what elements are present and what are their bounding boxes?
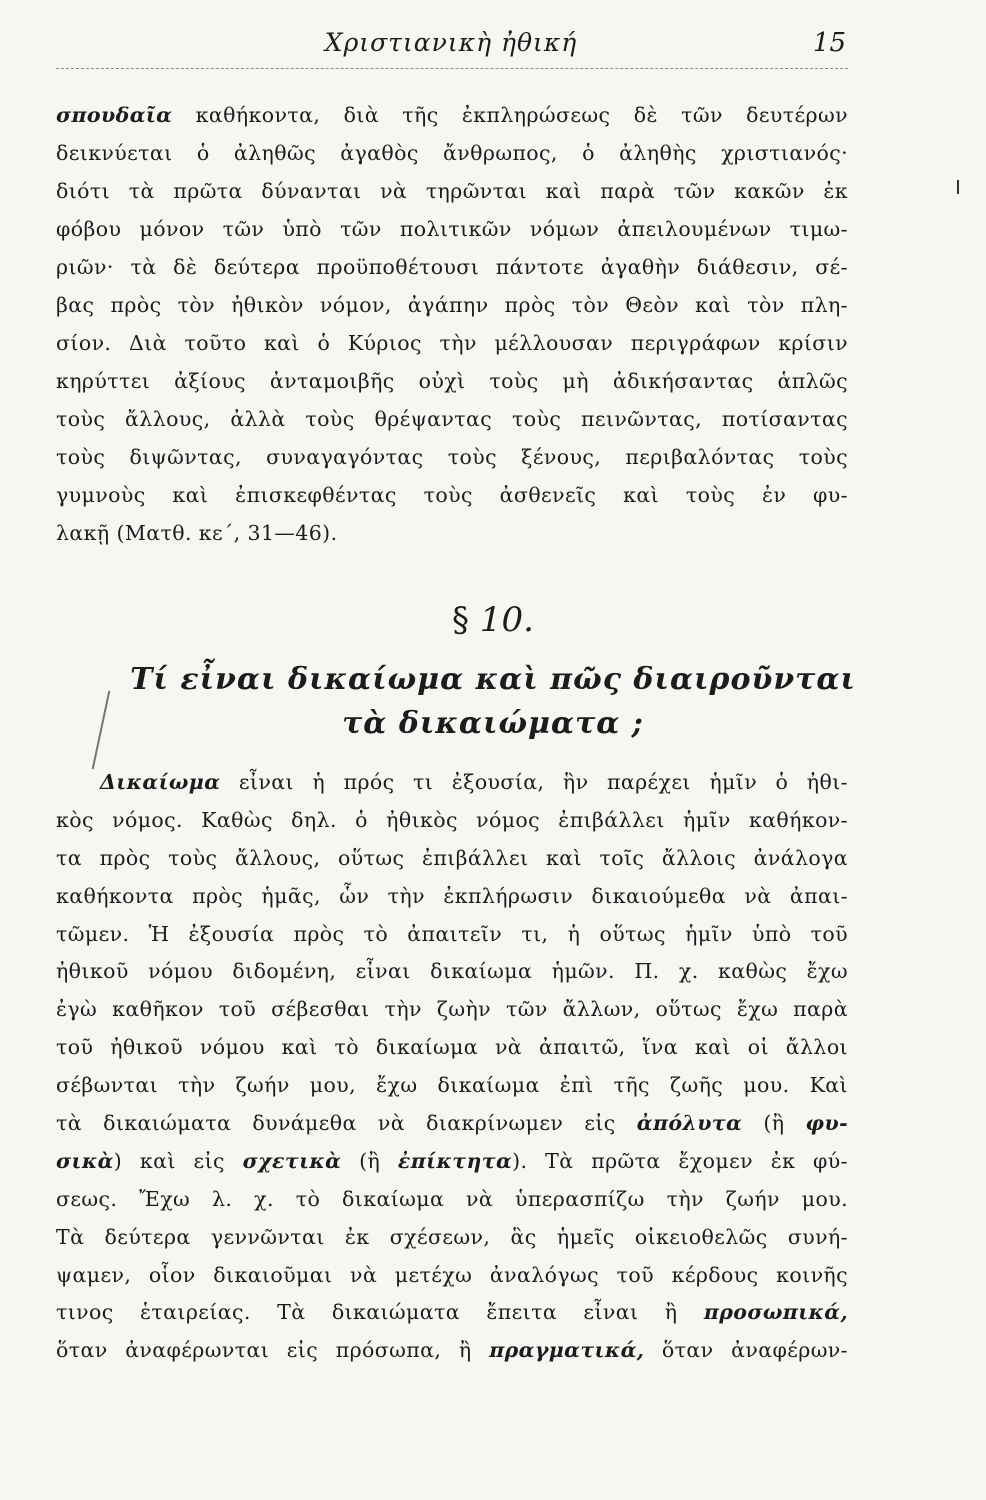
emphasis: ἐπίκτητα bbox=[397, 1148, 513, 1173]
emphasis: Δικαίωμα bbox=[100, 770, 221, 794]
text-line bbox=[56, 802, 848, 840]
line-text: ). Τὰ πρῶτα ἔχομεν ἐκ φύ- bbox=[512, 1148, 848, 1173]
text-line bbox=[56, 210, 848, 248]
text-line bbox=[56, 324, 848, 362]
line-text: τὰ δικαιώματα δυνάμεθα νὰ διακρίνωμεν εἰς bbox=[56, 1111, 637, 1136]
text-line bbox=[56, 1181, 848, 1219]
line-text: ἐγὼ καθῆκον τοῦ σέβεσθαι τὴν ζωὴν τῶν ἄλλων, οὕτως ἔχω παρὰ bbox=[56, 997, 848, 1022]
line-text: τοὺς ἄλλους, ἀλλὰ τοὺς θρέψαντας τοὺς πεινῶντας, ποτίσαντας bbox=[56, 407, 848, 431]
margin-mark bbox=[957, 180, 959, 194]
emphasis: προσωπικά, bbox=[703, 1300, 848, 1325]
text-line bbox=[56, 248, 848, 286]
section-number bbox=[0, 600, 986, 640]
text-line bbox=[56, 878, 848, 916]
text-line bbox=[56, 1294, 848, 1332]
text-line bbox=[56, 764, 848, 802]
text-line bbox=[56, 1257, 848, 1295]
section-symbol: § bbox=[452, 600, 470, 640]
line-text: ψαμεν, οἷον δικαιοῦμαι νὰ μετέχω ἀναλόγως τοῦ κέρδους κοινῆς bbox=[56, 1262, 848, 1287]
line-text: βας πρὸς τὸν ἠθικὸν νόμον, ἀγάπην πρὸς τὸν Θεὸν καὶ τὸν πλη- bbox=[56, 293, 848, 317]
text-line bbox=[56, 134, 848, 172]
line-text: ὅταν ἀναφέρων- bbox=[644, 1338, 848, 1363]
emphasis: φυ- bbox=[805, 1111, 848, 1136]
line-text: διότι τὰ πρῶτα δύνανται νὰ τηρῶνται καὶ παρὰ τῶν κακῶν ἐκ bbox=[56, 179, 848, 203]
text-line bbox=[56, 286, 848, 324]
line-text: (ἢ bbox=[341, 1148, 398, 1173]
text-line bbox=[56, 438, 848, 476]
line-text: σεως. Ἔχω λ. χ. τὸ δικαίωμα νὰ ὑπερασπίζω τὴν ζωήν μου. bbox=[56, 1186, 848, 1211]
running-title: Χριστιανικὴ ἠθική bbox=[324, 28, 578, 57]
line-text: σίον. Διὰ τοῦτο καὶ ὁ Κύριος τὴν μέλλουσαν περιγράφων κρίσιν bbox=[56, 331, 848, 355]
line-text: σέβωνται τὴν ζωήν μου, ἔχω δικαίωμα ἐπὶ τῆς ζωῆς μου. Καὶ bbox=[56, 1073, 848, 1098]
line-text: ἠθικοῦ νόμου διδομένη, εἶναι δικαίωμα ἡμῶν. Π. χ. καθὼς ἔχω bbox=[56, 959, 848, 984]
text-line bbox=[56, 400, 848, 438]
section-number-value: 10. bbox=[479, 600, 534, 640]
page-number: 15 bbox=[812, 28, 846, 58]
line-text: τα πρὸς τοὺς ἄλλους, οὕτως ἐπιβάλλει καὶ τοῖς ἄλλοις ἀνάλογα bbox=[56, 845, 848, 870]
text-line bbox=[56, 362, 848, 400]
line-text: κὸς νόμος. Καθὼς δηλ. ὁ ἠθικὸς νόμος ἐπιβάλλει ἡμῖν καθήκον- bbox=[56, 807, 848, 832]
text-line bbox=[56, 476, 848, 514]
emphasis: σπουδαῖα bbox=[56, 103, 173, 127]
text-line bbox=[56, 1332, 848, 1370]
text-line bbox=[56, 953, 848, 991]
text-line bbox=[56, 1067, 848, 1105]
line-text: ὅταν ἀναφέρωνται εἰς πρόσωπα, ἢ bbox=[56, 1338, 490, 1363]
text-line bbox=[56, 172, 848, 210]
line-text: γυμνοὺς καὶ ἐπισκεφθέντας τοὺς ἀσθενεῖς καὶ τοὺς ἐν φυ- bbox=[56, 483, 848, 507]
line-text: καθήκοντα πρὸς ἡμᾶς, ὧν τὴν ἐκπλήρωσιν δικαιούμεθα νὰ ἀπαι- bbox=[56, 883, 848, 908]
emphasis: ἀπόλυτα bbox=[636, 1111, 743, 1136]
line-text: (ἢ bbox=[742, 1111, 806, 1136]
line-text: τῶμεν. Ἡ ἐξουσία πρὸς τὸ ἀπαιτεῖν τι, ἡ οὕτως ἡμῖν ὑπὸ τοῦ bbox=[56, 921, 848, 946]
text-line bbox=[56, 991, 848, 1029]
section-heading-line-2: τὰ δικαιώματα ; bbox=[342, 706, 644, 741]
text-line bbox=[56, 1143, 848, 1181]
line-text: δεικνύεται ὁ ἀληθῶς ἀγαθὸς ἄνθρωπος, ὁ ἀληθὴς χριστιανός· bbox=[56, 141, 848, 165]
text-line bbox=[56, 514, 848, 552]
line-text: Τὰ δεύτερα γεννῶνται ἐκ σχέσεων, ἃς ἡμεῖς οἰκειοθελῶς συνή- bbox=[56, 1224, 848, 1249]
text-line bbox=[56, 840, 848, 878]
text-line bbox=[56, 1029, 848, 1067]
text-line bbox=[56, 96, 848, 134]
line-text: τινος ἑταιρείας. Τὰ δικαιώματα ἔπειτα εἶναι ἢ bbox=[56, 1300, 704, 1325]
line-text: καθήκοντα, διὰ τῆς ἐκπληρώσεως δὲ τῶν δευτέρων bbox=[172, 103, 848, 127]
text-line bbox=[56, 1219, 848, 1257]
line-text: λακῇ (Ματθ. κε΄, 31—46). bbox=[56, 521, 338, 545]
text-line bbox=[56, 1105, 848, 1143]
page-header bbox=[56, 22, 846, 68]
emphasis: σικὰ bbox=[56, 1148, 114, 1173]
line-text: ) καὶ εἰς bbox=[113, 1148, 243, 1173]
section-heading-line-1: Τί εἶναι δικαίωμα καὶ πῶς διαιροῦνται bbox=[130, 662, 856, 697]
line-text: εἶναι ἡ πρός τι ἐξουσία, ἣν παρέχει ἡμῖν ὁ ἠθι- bbox=[220, 770, 848, 794]
paragraph-continuation bbox=[56, 96, 848, 552]
line-text: φόβου μόνον τῶν ὑπὸ τῶν πολιτικῶν νόμων ἀπειλουμένων τιμω- bbox=[56, 217, 848, 241]
emphasis: πραγματικά, bbox=[489, 1338, 645, 1363]
text-line bbox=[56, 916, 848, 954]
line-text: τοὺς διψῶντας, συναγαγόντας τοὺς ξένους, περιβαλόντας τοὺς bbox=[56, 445, 848, 469]
line-text: κηρύττει ἀξίους ἀνταμοιβῆς οὐχὶ τοὺς μὴ ἀδικήσαντας ἁπλῶς bbox=[56, 369, 848, 393]
line-text: ριῶν· τὰ δὲ δεύτερα προϋποθέτουσι πάντοτε ἀγαθὴν διάθεσιν, σέ- bbox=[56, 255, 848, 279]
header-rule bbox=[56, 68, 848, 69]
paragraph-definition bbox=[56, 764, 848, 1370]
line-text: τοῦ ἠθικοῦ νόμου καὶ τὸ δικαίωμα νὰ ἀπαιτῶ, ἵνα καὶ οἱ ἄλλοι bbox=[56, 1035, 848, 1060]
emphasis: σχετικὰ bbox=[242, 1148, 342, 1173]
